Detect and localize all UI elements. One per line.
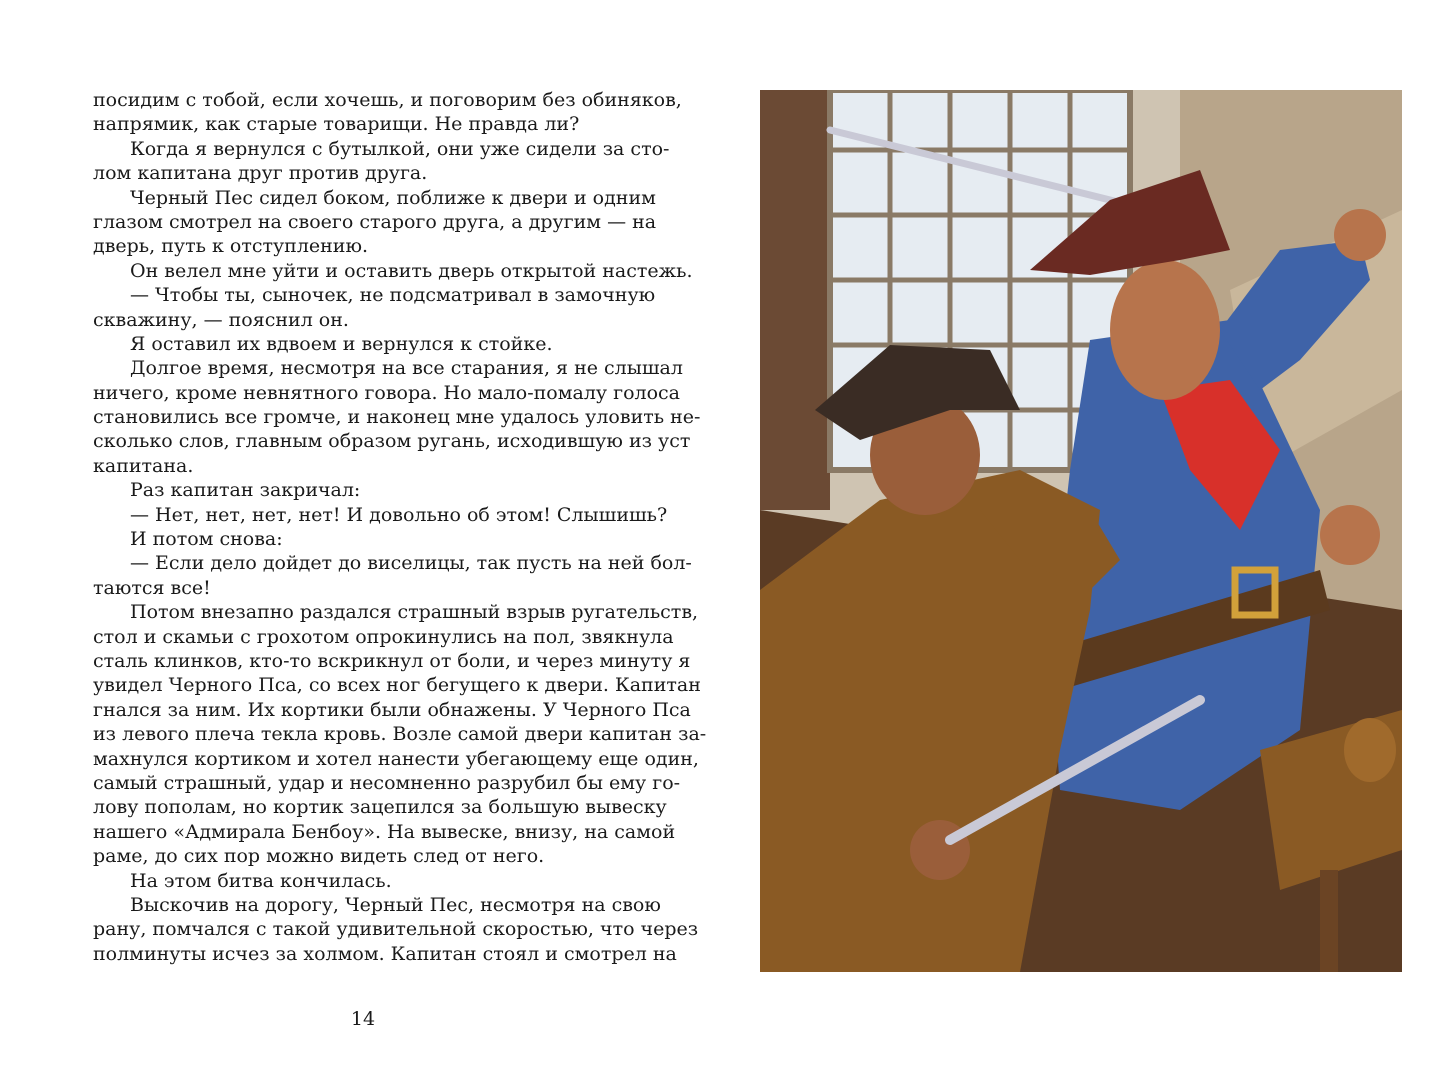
text-line: дверь, путь к отступлению. xyxy=(93,235,369,258)
text-line: Он велел мне уйти и оставить дверь открытой настежь. xyxy=(130,259,693,282)
text-line: И потом снова: xyxy=(130,528,283,551)
text-line: из левого плеча текла кровь. Возле самой двери капитан за- xyxy=(93,723,707,746)
text-line: Я оставил их вдвоем и вернулся к стойке. xyxy=(130,332,553,355)
text-line: напрямик, как старые товарищи. Не правда ли? xyxy=(93,113,580,136)
text-line: скважину, — пояснил он. xyxy=(93,308,349,331)
text-line: самый страшный, удар и несомненно разрубил бы ему го- xyxy=(93,771,681,794)
text-line: ничего, кроме невнятного говора. Но мало-помалу голоса xyxy=(93,381,680,404)
page-number: 14 xyxy=(350,1008,376,1030)
text-line: нашего «Адмирала Бенбоу». На вывеске, внизу, на самой xyxy=(93,820,676,843)
text-line: раме, до сих пор можно видеть след от него. xyxy=(93,845,545,868)
text-line: глазом смотрел на своего старого друга, а другим — на xyxy=(93,210,657,233)
text-line: посидим с тобой, если хочешь, и поговорим без обиняков, xyxy=(93,89,682,111)
text-column xyxy=(93,88,707,966)
text-line: увидел Черного Пса, со всех ног бегущего к двери. Капитан xyxy=(93,674,701,697)
text-line: махнулся кортиком и хотел нанести убегающему еще один, xyxy=(93,747,699,770)
text-line: капитана. xyxy=(93,454,194,477)
text-line: Раз капитан закричал: xyxy=(130,479,361,502)
text-line: полминуты исчез за холмом. Капитан стоял и смотрел на xyxy=(93,942,677,965)
text-line: таются все! xyxy=(93,576,211,599)
text-line: сталь клинков, кто-то вскрикнул от боли, и через минуту я xyxy=(93,649,691,672)
text-line: лову пополам, но кортик зацепился за большую вывеску xyxy=(93,796,667,819)
text-line: Черный Пес сидел боком, поближе к двери и одним xyxy=(130,186,656,209)
text-line: — Чтобы ты, сыночек, не подсматривал в замочную xyxy=(130,284,656,307)
text-line: Потом внезапно раздался страшный взрыв ругательств, xyxy=(130,601,699,624)
text-line: Когда я вернулся с бутылкой, они уже сидели за сто- xyxy=(130,137,670,160)
text-line: — Если дело дойдет до виселицы, так пусть на ней бол- xyxy=(130,552,692,575)
painting xyxy=(760,90,1402,972)
text-line: рану, помчался с такой удивительной скоростью, что через xyxy=(93,918,699,941)
text-line: — Нет, нет, нет, нет! И довольно об этом! Слышишь? xyxy=(130,503,668,526)
illustration-pirate-fight xyxy=(760,90,1402,972)
text-line: гнался за ним. Их кортики были обнажены. У Черного Пса xyxy=(93,698,691,721)
text-line: Долгое время, несмотря на все старания, я не слышал xyxy=(130,357,683,380)
tankard xyxy=(1344,718,1396,782)
text-line: становились все громче, и наконец мне удалось уловить не- xyxy=(93,406,701,429)
text-line: лом капитана друг против друга. xyxy=(93,162,428,185)
text-line: Выскочив на дорогу, Черный Пес, несмотря на свою xyxy=(130,893,661,916)
text-line: сколько слов, главным образом ругань, исходившую из уст xyxy=(93,430,691,453)
text-line: На этом битва кончилась. xyxy=(130,869,392,892)
wall-panel xyxy=(760,90,830,510)
text-line: стол и скамьи с грохотом опрокинулись на пол, звякнула xyxy=(93,625,674,648)
